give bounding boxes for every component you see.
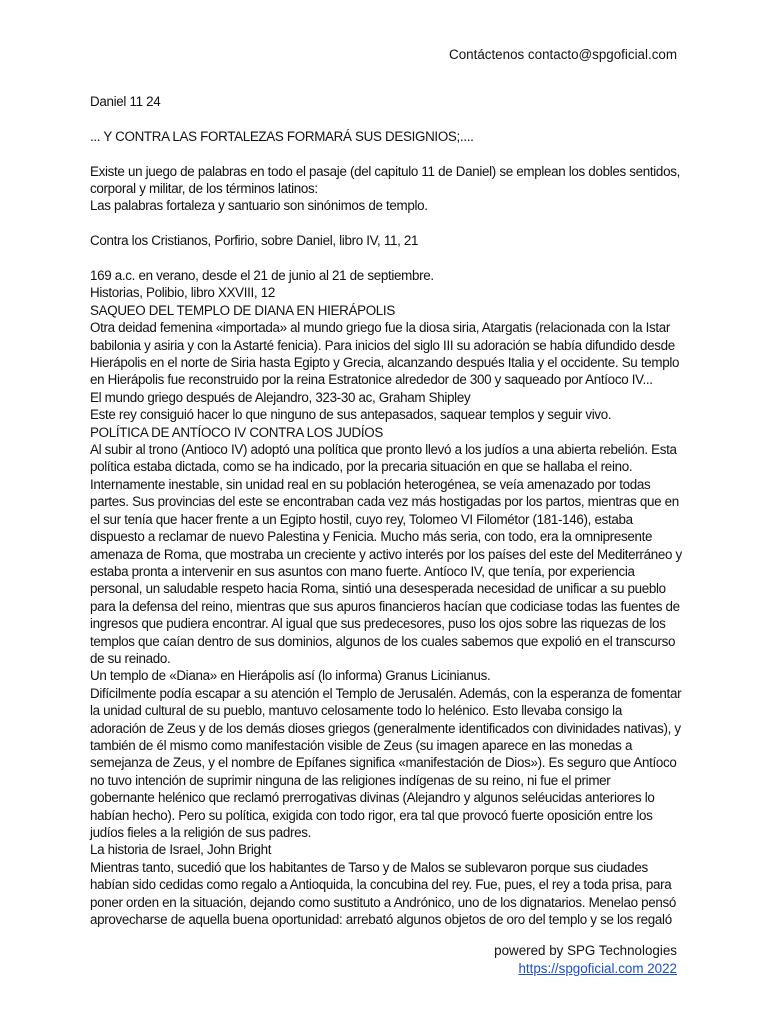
text-line: la unidad cultural de su pueblo, mantuvo celosamente todo lo helénico. Esto llevaba consigo la — [90, 703, 622, 719]
text-line: amenaza de Roma, que mostraba un creciente y activo interés por los países del este del Mediterráneo y — [90, 546, 682, 562]
text-line: semejanza de Zeus, y el nombre de Epífanes significa «manifestación de Dios»). Es seguro que Antíoco — [90, 755, 677, 771]
text-line: La historia de Israel, John Bright — [90, 842, 272, 858]
text-line: estaba pronta a intervenir en sus asuntos con mano fuerte. Antíoco IV, que tenía, por experiencia — [90, 563, 635, 579]
text-line: El mundo griego después de Alejandro, 323-30 ac, Graham Shipley — [90, 389, 471, 405]
text-line: dispuesto a reclamar de nuevo Palestina y Fenicia. Mucho más seria, con todo, era la omnipresente — [90, 529, 653, 545]
text-line: POLÍTICA DE ANTÍOCO IV CONTRA LOS JUDÍOS — [90, 424, 384, 440]
document-body — [90, 93, 690, 928]
text-line: política estaba dictada, como se ha indicado, por la precaria situación en que se hallaba el reino. — [90, 459, 633, 475]
blank-line — [90, 110, 690, 127]
blank-line — [90, 145, 690, 162]
text-line: ... Y CONTRA LAS FORTALEZAS FORMARÁ SUS DESIGNIOS;.... — [90, 128, 474, 144]
text-line: personal, un saludable respeto hacia Roma, sintió una desesperada necesidad de unificar a su pueblo — [90, 581, 666, 597]
text-line: gobernante helénico que reclamó prerrogativas divinas (Alejandro y algunos seléucidas anteriores lo — [90, 790, 655, 806]
text-line: no tuvo intención de suprimir ninguna de las religiones indígenas de su reino, ni fue el primer — [90, 772, 611, 788]
blank-line — [90, 215, 690, 232]
text-line: Difícilmente podía escapar a su atención el Templo de Jerusalén. Además, con la esperanza de fomentar — [90, 685, 682, 701]
text-line: Historias, Polibio, libro XXVIII, 12 — [90, 285, 275, 301]
text-line: partes. Sus provincias del este se encontraban cada vez más hostigadas por los partos, mientras que en — [90, 494, 679, 510]
text-line: Al subir al trono (Antioco IV) adoptó una política que pronto llevó a los judíos a una abierta rebelión. Esta — [90, 442, 677, 458]
text-line: Este rey consiguió hacer lo que ninguno de sus antepasados, saquear templos y seguir vivo. — [90, 407, 612, 423]
text-line: Un templo de «Diana» en Hierápolis así (lo informa) Granus Licinianus. — [90, 668, 491, 684]
text-line: en Hierápolis fue reconstruido por la reina Estratonice alrededor de 300 y saqueado por Antíoco IV... — [90, 372, 653, 388]
text-line: templos que caían dentro de sus dominios, algunos de los cuales sabemos que expolió en el transcurso — [90, 633, 676, 649]
text-line: de su reinado. — [90, 650, 171, 666]
text-line: habían hecho). Pero su política, exigida con todo rigor, era tal que provocó fuerte oposición entre los — [90, 807, 653, 823]
text-line: SAQUEO DEL TEMPLO DE DIANA EN HIERÁPOLIS — [90, 302, 395, 318]
text-line: Otra deidad femenina «importada» al mundo griego fue la diosa siria, Atargatis (relacionada con la Istar — [90, 320, 671, 336]
text-line: adoración de Zeus y de los demás dioses griegos (generalmente identificados con divinidades nativas), y — [90, 720, 681, 736]
text-line: Internamente inestable, sin unidad real en su población heterogénea, se veía amenazado por todas — [90, 476, 651, 492]
contact-text: Contáctenos contacto@spgoficial.com — [449, 47, 677, 62]
text-line: corporal y militar, de los términos latinos: — [90, 181, 318, 196]
text-line: Daniel 11 24 — [90, 94, 161, 109]
text-line: el sur tenía que hacer frente a un Egipto hostil, cuyo rey, Tolomeo VI Filométor (181-146), estaba — [90, 511, 633, 527]
text-line: judíos fieles a la religión de sus padres. — [90, 825, 312, 840]
text-line: Las palabras fortaleza y santuario son sinónimos de templo. — [90, 198, 428, 214]
text-line: habían sido cedidas como regalo a Antioquida, la concubina del rey. Fue, pues, el rey a toda prisa, para — [90, 877, 672, 893]
text-line: para la defensa del reino, mientras que sus apuros financieros hacían que codiciase todas las fuentes de — [90, 598, 680, 614]
text-line: también de él mismo como manifestación visible de Zeus (su imagen aparece en las monedas a — [90, 737, 633, 753]
text-line: Contra los Cristianos, Porfirio, sobre Daniel, libro IV, 11, 21 — [90, 233, 419, 249]
footer — [494, 942, 677, 978]
text-line: Mientras tanto, sucedió que los habitantes de Tarso y de Malos se sublevaron porque sus ciudades — [90, 859, 648, 875]
blank-line — [90, 250, 690, 267]
text-line: Existe un juego de palabras en todo el pasaje (del capitulo 11 de Daniel) se emplean los dobles sentidos, — [90, 163, 680, 179]
text-line: poner orden en la situación, dejando como sustituto a Andrónico, uno de los dignatarios. Menelao pensó — [90, 894, 676, 910]
text-line: Hierápolis en el norte de Siria hasta Egipto y Grecia, alcanzando después Italia y el occidente. Su templo — [90, 355, 680, 371]
powered-by-text: powered by SPG Technologies — [494, 943, 677, 958]
text-line: 169 a.c. en verano, desde el 21 de junio al 21 de septiembre. — [90, 268, 434, 283]
text-line: ingresos que pudiera encontrar. Al igual que sus predecesores, puso los ojos sobre las riquezas de los — [90, 616, 666, 632]
contact-header — [449, 46, 677, 64]
website-link[interactable]: https://spgoficial.com 2022 — [518, 961, 677, 976]
text-line: aprovecharse de aquella buena oportunidad: arrebató algunos objetos de oro del templo y se los regaló — [90, 912, 672, 928]
text-line: babilonia y asiria y con la Astarté fenicia). Para inicios del siglo III su adoración se había difundido desde — [90, 337, 675, 353]
